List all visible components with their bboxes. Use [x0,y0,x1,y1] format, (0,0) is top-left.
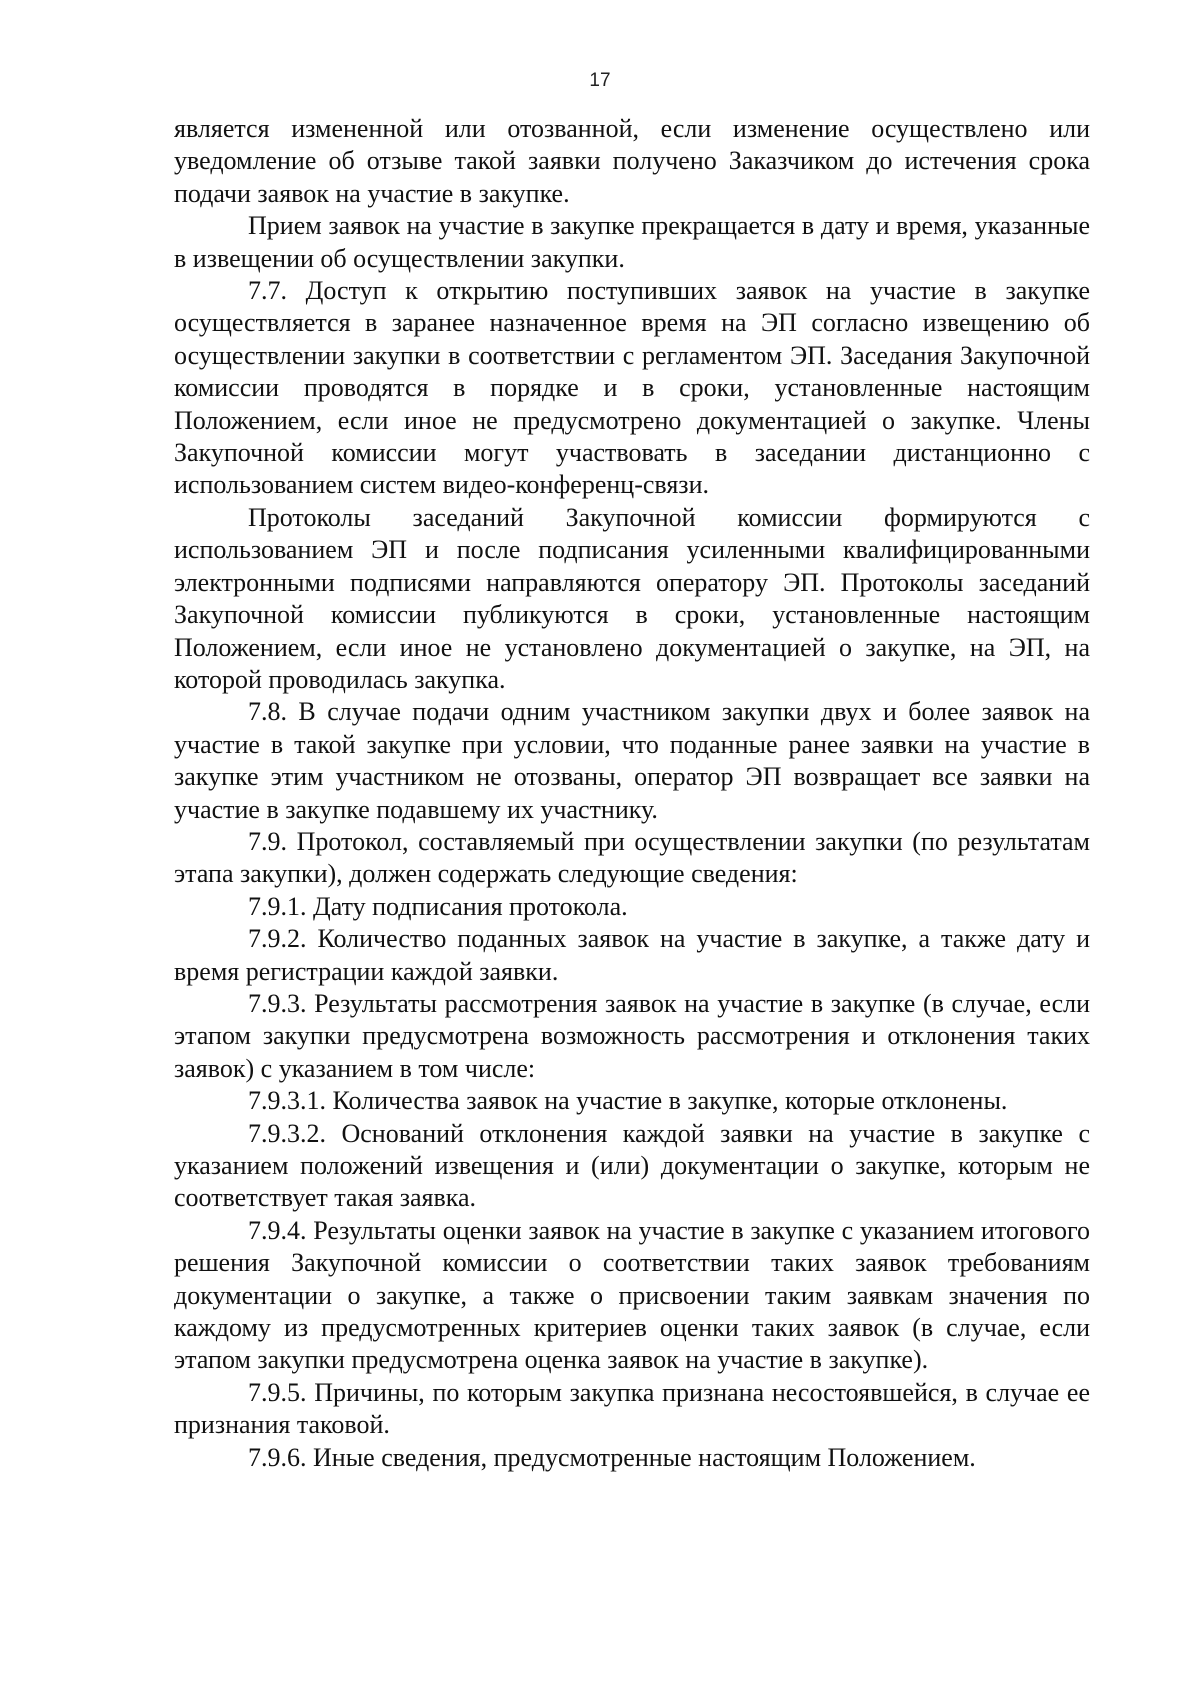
paragraph-7-9-5: 7.9.5. Причины, по которым закупка признана несостоявшейся, в случае ее признания таковой. [174,1377,1090,1440]
paragraph-7-9-3-1: 7.9.3.1. Количества заявок на участие в закупке, которые отклонены. [248,1086,1008,1116]
page-number: 17 [589,70,611,91]
document-body [174,113,1090,1474]
paragraph-7-9-1: 7.9.1. Дату подписания протокола. [248,891,628,921]
paragraph-protocols: Протоколы заседаний Закупочной комиссии формируются с использованием ЭП и после подписания усиленными квалифицированными электронными подписями направляются оператору ЭП. Протоколы заседаний Закупочной комиссии публикуются в сроки, установленные настоящим Положением, если иное не установлено документацией о закупке, на ЭП, на которой проводилась закупка. [174,502,1090,694]
paragraph-7-9-3-2: 7.9.3.2. Оснований отклонения каждой заявки на участие в закупке с указанием положений извещения и (или) документации о закупке, которым не соответствует такая заявка. [174,1118,1090,1213]
paragraph-7-9-2: 7.9.2. Количество поданных заявок на участие в закупке, а также дату и время регистрации каждой заявки. [174,924,1090,986]
paragraph-7-9-4: 7.9.4. Результаты оценки заявок на участие в закупке с указанием итогового решения Закупочной комиссии о соответствии таких заявок требованиям документации о закупке, а также о присвоении таким заявкам значения по каждому из предусмотренных критериев оценки таких заявок (в случае, если этапом закупки предусмотрена оценка заявок на участие в закупке). [174,1215,1090,1375]
paragraph-7-7: 7.7. Доступ к открытию поступивших заявок на участие в закупке осуществляется в заранее назначенное время на ЭП согласно извещению об осуществлении закупки в соответствии с регламентом ЭП. Заседания Закупочной комиссии проводятся в порядке и в сроки, установленные настоящим Положением, если иное не предусмотрено документацией о закупке. Члены Закупочной комиссии могут участвовать в заседании дистанционно с использованием систем видео-конференц-связи. [174,276,1090,500]
paragraph-7-9-6: 7.9.6. Иные сведения, предусмотренные настоящим Положением. [248,1442,976,1472]
paragraph-7-9: 7.9. Протокол, составляемый при осуществлении закупки (по результатам этапа закупки), должен содержать следующие сведения: [174,826,1090,889]
paragraph-continuation: является измененной или отозванной, если изменение осуществлено или уведомление об отзыве такой заявки получено Заказчиком до истечения срока подачи заявок на участие в закупке. [174,114,1090,208]
paragraph-7-9-3: 7.9.3. Результаты рассмотрения заявок на участие в закупке (в случае, если этапом закупки предусмотрена возможность рассмотрения и отклонения таких заявок) с указанием в том числе: [174,988,1090,1083]
paragraph-submission-deadline: Прием заявок на участие в закупке прекращается в дату и время, указанные в извещении об осуществлении закупки. [174,211,1090,273]
paragraph-7-8: 7.8. В случае подачи одним участником закупки двух и более заявок на участие в такой закупке при условии, что поданные ранее заявки на участие в закупке этим участником не отозваны, оператор ЭП возвращает все заявки на участие в закупке подавшему их участнику. [174,697,1090,824]
